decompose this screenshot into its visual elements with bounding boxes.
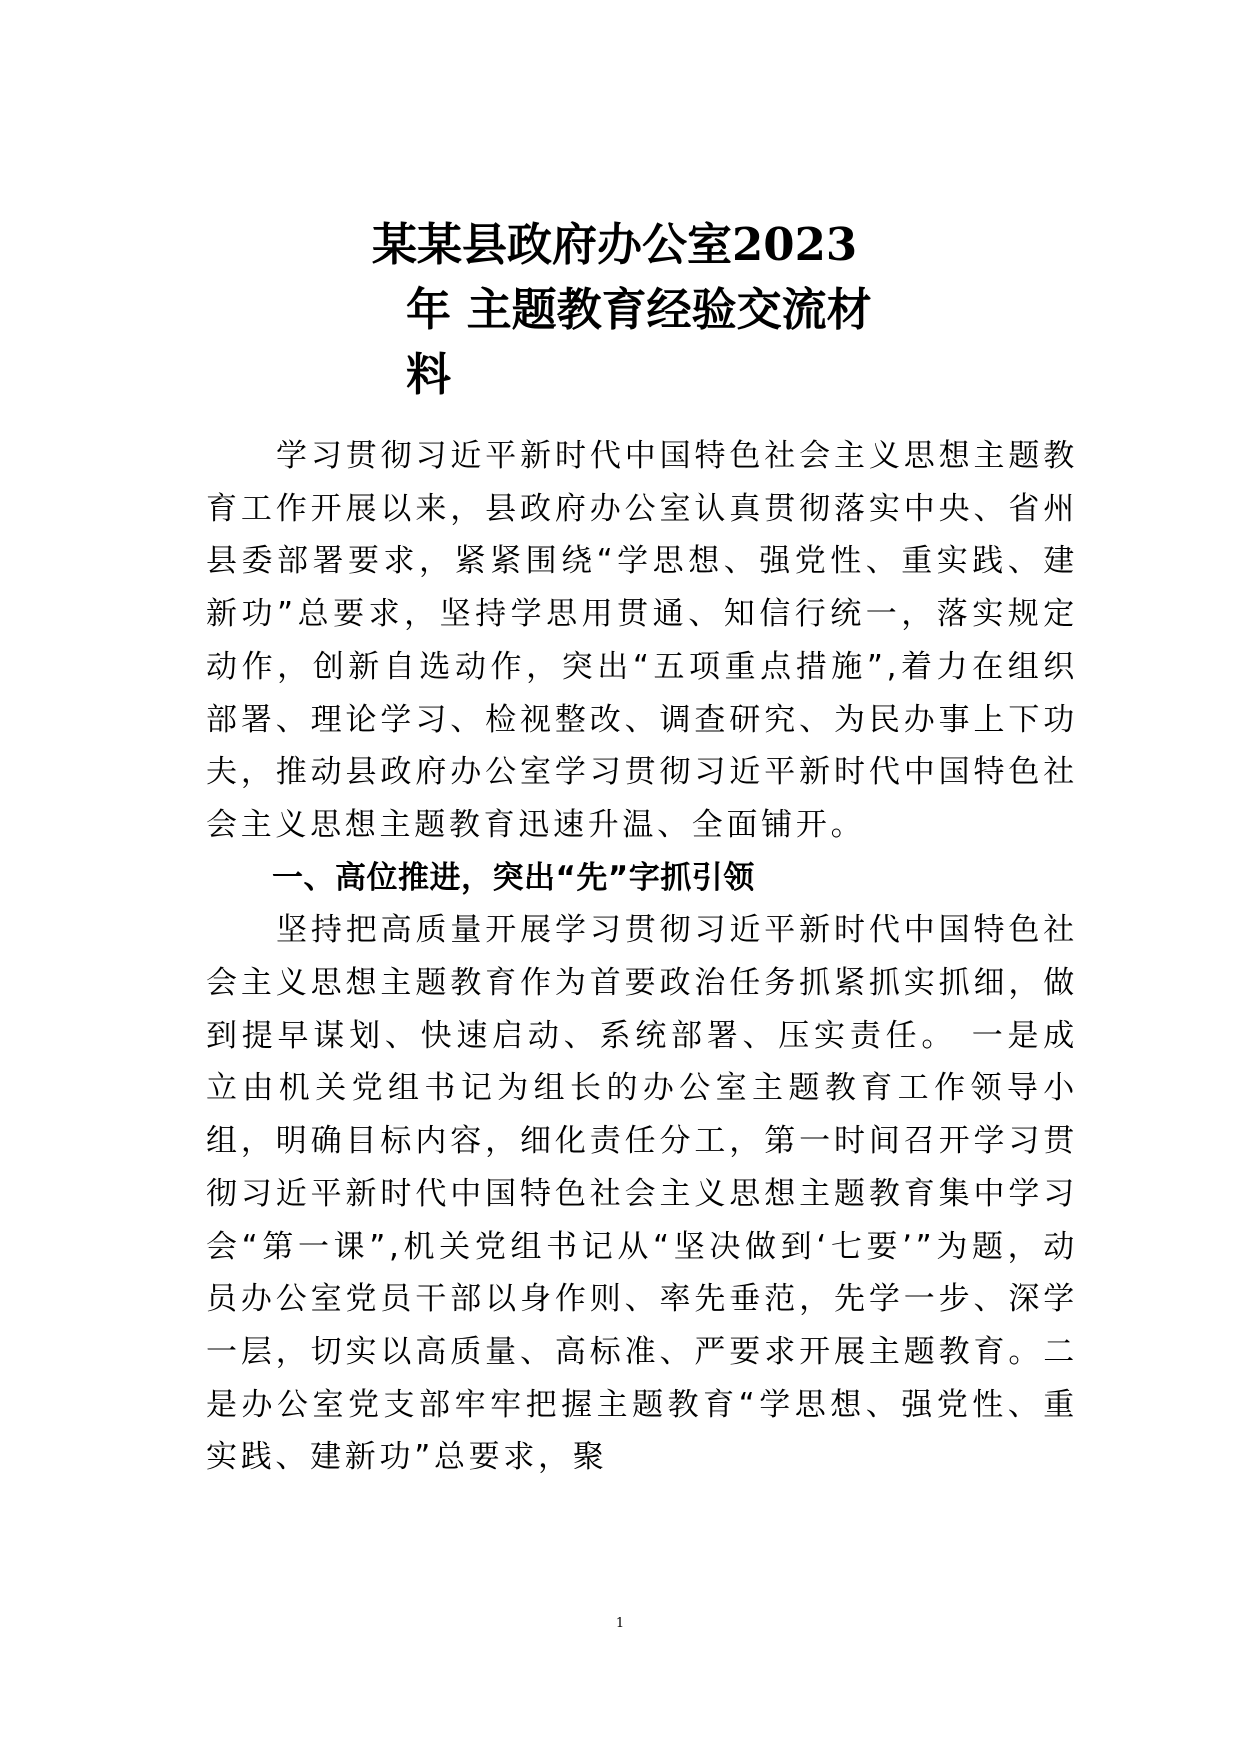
section-1-paragraph: 坚持把高质量开展学习贯彻习近平新时代中国特色社会主义思想主题教育作为首要政治任务抓紧抓实抓细，做到提早谋划、快速启动、系统部署、压实责任。 一是成立由机关党组书记为组长的办公室主题教育工作领导小组，明确目标内容，细化责任分工，第一时间召开学习贯彻习近平新时代中国特色社会主义思想主题教育集中学习会“第一课”,机关党组书记从“坚决做到‘七要’”为题，动员办公室党员干部以身作则、率先垂范，先学一步、深学一层，切实以高质量、高标准、严要求开展主题教育。二是办公室党支部牢牢把握主题教育“学思想、强党性、重实践、建新功”总要求，聚	[206, 912, 1078, 1476]
page-number: 1	[615, 1616, 625, 1631]
title-line-3: 料	[406, 348, 452, 401]
title-line-2: 年 主题教育经验交流材	[406, 283, 872, 336]
intro-paragraph: 学习贯彻习近平新时代中国特色社会主义思想主题教育工作开展以来，县政府办公室认真贯彻落实中央、省州县委部署要求，紧紧围绕“学思想、强党性、重实践、建新功”总要求，坚持学思用贯通、知信行统一，落实规定动作，创新自选动作，突出“五项重点措施”,着力在组织部署、理论学习、检视整改、调查研究、为民办事上下功夫，推动县政府办公室学习贯彻习近平新时代中国特色社会主义思想主题教育迅速升温、全面铺开。	[206, 438, 1078, 843]
section-heading-1: 一、高位推进，突出“先”字抓引领	[272, 859, 755, 896]
title-line-1: 某某县政府办公室2023	[372, 218, 858, 271]
document-body	[206, 430, 1078, 1484]
document-title	[372, 212, 892, 407]
